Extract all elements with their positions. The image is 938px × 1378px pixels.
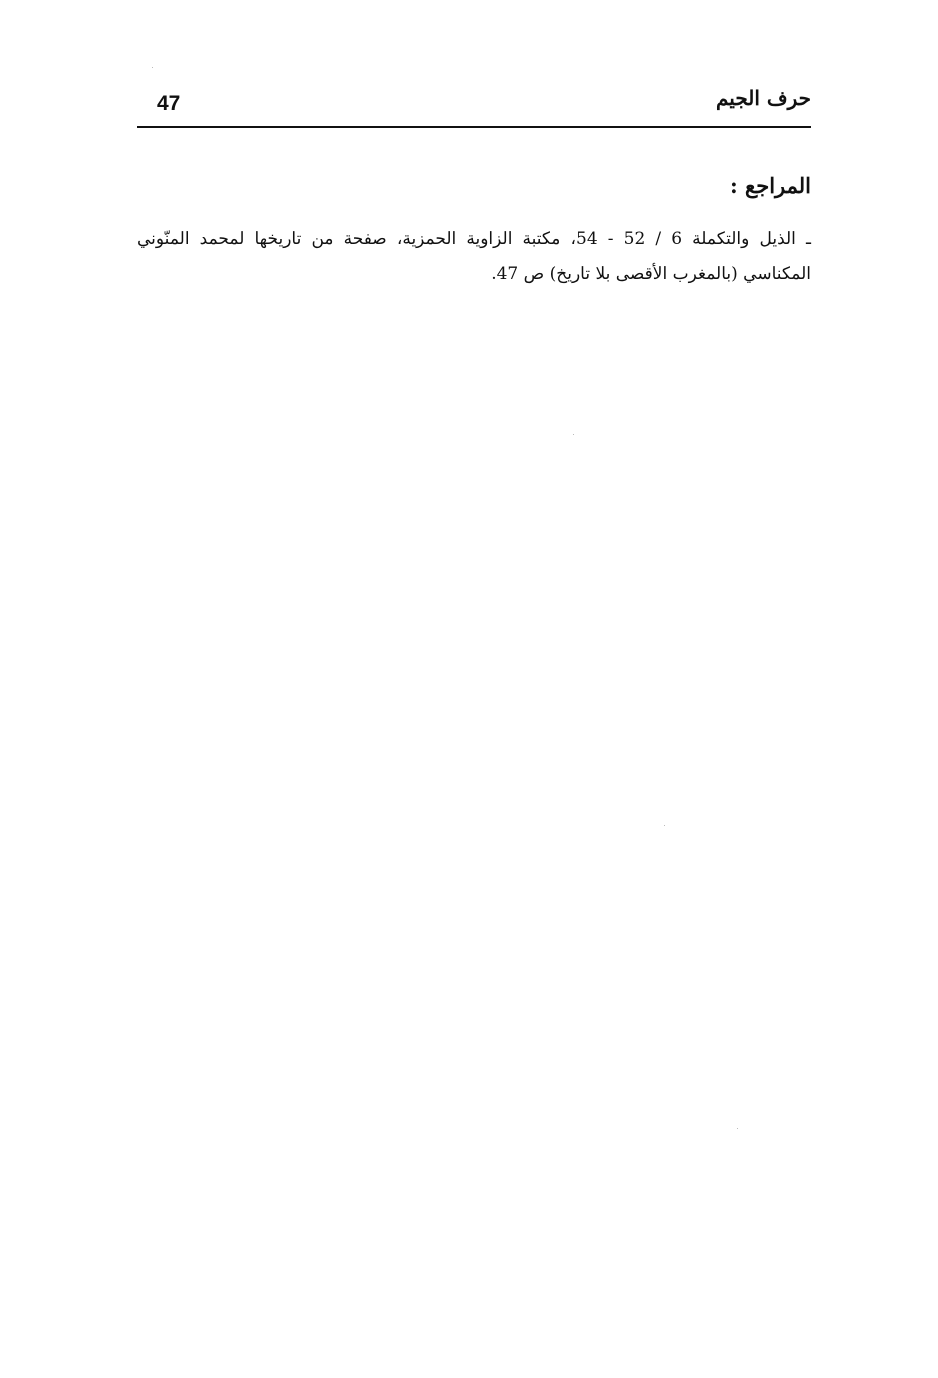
reference-entry: ـ الذيل والتكملة 6 / 52 - 54، مكتبة الزاوية الحمزية، صفحة من تاريخها لمحمد المنّوني المكناسي (بالمغرب الأقصى بلا تاريخ) ص 47. — [137, 229, 811, 284]
page-body — [137, 168, 811, 292]
header-rule — [137, 126, 811, 128]
page-header — [137, 84, 811, 124]
page-number: 47 — [157, 92, 181, 115]
references-heading: المراجع : — [729, 173, 811, 198]
running-title: حرف الجيم — [716, 86, 811, 110]
